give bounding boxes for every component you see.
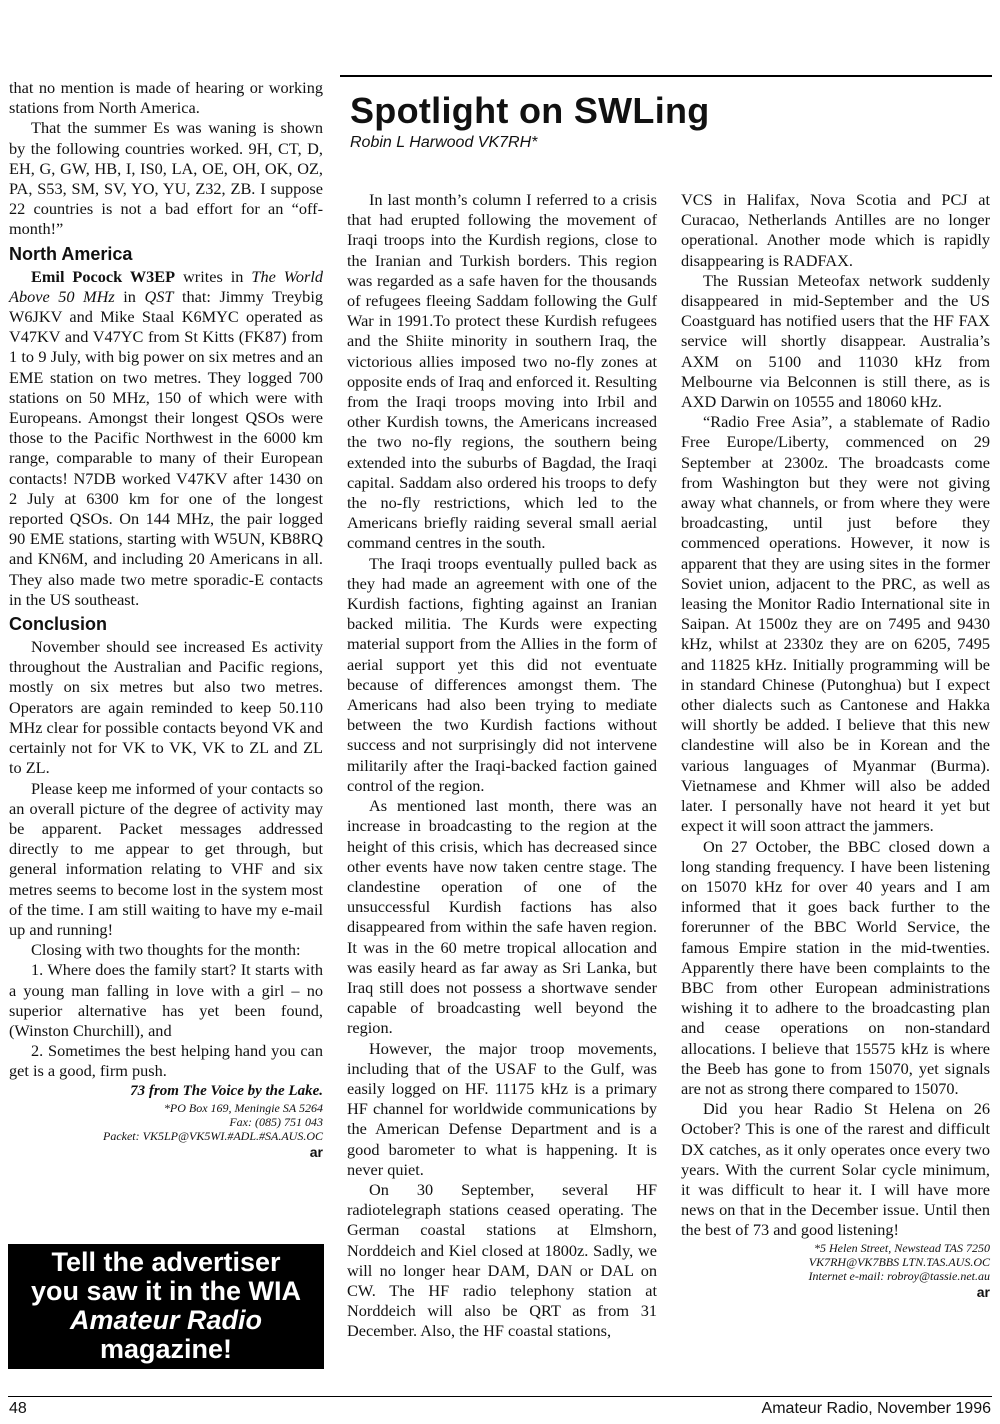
page-number: 48 — [9, 1400, 27, 1417]
publication-title: QST — [144, 286, 174, 306]
author-address: *5 Helen Street, Newstead TAS 7250 — [814, 1240, 990, 1255]
paragraph-thought-1: 1. Where does the family start? It starts with a young man falling in love with a girl – no superior alternative has yet been found, (Winston Churchill), and — [9, 960, 323, 1040]
author-address: *PO Box 169, Meningie SA 5264 — [163, 1100, 323, 1115]
paragraph-closing: Closing with two thoughts for the month: — [31, 940, 301, 960]
footer-divider — [8, 1396, 992, 1397]
publication-title: The World Above 50 MHz — [9, 266, 323, 306]
paragraph: VCS in Halifax, Nova Scotia and PCJ at Curacao, Netherlands Antilles are no longer operational. Another mode which is rapidly disappearing is RADFAX. — [681, 190, 990, 270]
ad-line: magazine! — [99, 1334, 233, 1364]
ad-line: you saw it in the WIA — [30, 1276, 301, 1306]
advertiser-notice-box — [8, 1244, 324, 1369]
paragraph: “Radio Free Asia”, a stablemate of Radio Free Europe/Liberty, commenced on 29 September at 2300z. The broadcasts come from Washington but they were not giving away what channels, or from where they were broadcasting, until just before they commenced operations. However, it now is apparent that they are using sites in the former Soviet union, adjacent to the PRC, as well as leasing the Monitor Radio International site in Saipan. At 1500z they are on 7495 and 9430 kHz, whilst at 2330z they are on 6205, 7495 and 11825 kHz. Initially programming will be in standard Chinese (Putonghua) but I expect other dialects such as Cantonese and Hakka will shortly be added. I believe that this new clandestine will also be in Korean and the various languages of Myanmar (Burma). Vietnamese and Khmer will also be added later. I personally have not heard it yet but expect it will soon attract the jammers. — [681, 412, 990, 836]
paragraph: The Iraqi troops eventually pulled back as they had made an agreement with one of the Kurdish factions, fighting against an Iranian backed militia. The Kurds were expecting material support from the Allies in the form of aerial support yet this did not eventuate because of differences amongst them. The Americans had also been trying to mediate between the two Kurdish factions without success and not surprisingly did not intervene militarily after the Iraqi-backed faction gained control of the region. — [347, 553, 657, 795]
author-internet-email: Internet e-mail: robroy@tassie.net.au — [808, 1268, 990, 1283]
paragraph-conclusion-2: Please keep me informed of your contacts so an overall picture of the degree of activity may be apparent. Packet messages addressed directly to me appear to get through, but general information relating to VHF and six metres seems to become lost in the system most of the time. I am still waiting to have my e-mail up and running! — [9, 778, 323, 939]
author-name: Emil Pocock W3EP — [31, 266, 176, 286]
middle-column — [347, 190, 657, 1342]
paragraph: However, the major troop movements, including that of the USAF to the Gulf, was easily logged on HF. 11175 kHz is a primary HF channel for worldwide communications by the American Defense Department and is a good barometer to what is happening. It is never quiet. — [347, 1038, 657, 1179]
end-mark: ar — [976, 1283, 990, 1300]
paragraph: Did you hear Radio St Helena on 26 October? This is one of the rarest and difficult DX catches, as it only operates once every two years. With the current Solar cycle minimum, it was difficult to hear it. I will have more news on that in the December issue. Until then the best of 73 and good listening! — [681, 1099, 990, 1240]
right-column — [681, 190, 990, 1301]
paragraph-conclusion-1: November should see increased Es activity throughout the Australian and Pacific regions, mostly on six metres but also two metres. Operators are again reminded to keep 50.110 MHz clear for possible contacts beyond VK and certainly not for VK to VK, VK to ZL and ZL to ZL. — [9, 637, 323, 778]
paragraph: The Russian Meteofax network suddenly disappeared in mid-September and the US Coastguard has notified users that the HF FAX service will shortly disappear. Australia’s AXM on 5100 and 11030 kHz from Melbourne via Belconnen is still there, as is AXD Darwin on 10555 and 18060 kHz. — [681, 270, 990, 412]
paragraph-thought-2: 2. Sometimes the best helping hand you can get is a good, firm push. — [9, 1041, 323, 1081]
ad-line: Tell the advertiser — [51, 1247, 281, 1277]
article-header — [340, 75, 992, 153]
paragraph-summer-es: That the summer Es was waning is shown by the following countries worked. 9H, CT, D, EH, G, GW, HB, I, IS0, LA, OE, OH, OK, OZ, PA, S53, SM, SV, YO, YU, Z32, ZB. I suppose 22 countries is not a bad effort for an “off-month!” — [9, 118, 323, 239]
paragraph-north-america: Emil Pocock W3EP writes in The World Above 50 MHz in QST that: Jimmy Treybig W6JKV and Mike Staal K6MYC operated as V47KV and V47YC from St Kitts (FK87) from 1 to 9 July, with big power on six metres and an EME station on two metres. They logged 700 stations on 50 MHz, 150 of which were with Europeans. Amongst their longest QSOs were those to the Pacific Northwest in the 6000 km range, comparable to many of their European contacts! N7DB worked V47KV after 1430 on 2 July at 6300 km for one of the longest reported QSOs. On 144 MHz, the pair logged 90 EME stations, starting with W5UN, KB8RQ and KN6M, and including 20 Americans in all. They also made two metre sporadic-E contacts in the US southeast. — [9, 266, 323, 609]
paragraph: On 30 September, several HF radiotelegraph stations ceased operating. The German coastal stations at Elmshorn, Norddeich and Kiel closed at 1800z. Sadly, we will no longer hear DAM, DAN or DAL on CW. The HF radio telephony station at Norddeich will also be QRT as from 31 December. Also, the HF coastal stations, — [347, 1179, 657, 1341]
sign-off: 73 from The Voice by the Lake. — [130, 1082, 323, 1099]
author-fax: Fax: (085) 751 043 — [229, 1114, 323, 1129]
author-packet: Packet: VK5LP@VK5WI.#ADL.#SA.AUS.OC — [102, 1128, 323, 1143]
end-mark: ar — [309, 1143, 323, 1160]
article-byline: Robin L Harwood VK7RH* — [350, 134, 538, 151]
heading-north-america: North America — [9, 243, 133, 264]
paragraph: In last month’s column I referred to a crisis that had erupted following the movement of Iraqi troops into the Kurdish regions, close to the Iranian and Turkish borders. This region was regarded as a safe haven for the thousands of refugees fleeing Saddam following the Gulf War in 1991.To protect these Kurdish refugees and the Shiite minority in southern Iraq, the victorious allies imposed two no-fly zones at opposite ends of Iraq and enforced it. Resulting from the Iraqi troops moving into Irbil and other Kurdish towns, the Americans increased the two no-fly regions, the southern being extended into the suburbs of Bagdad, the Iraqi capital. Saddam also ordered his troops to defy the no-fly restrictions, which led to the Americans briefly raiding several small aerial command centres in the south. — [347, 190, 657, 553]
article-title: Spotlight on SWLing — [350, 90, 710, 131]
left-column — [9, 78, 323, 1161]
paragraph: On 27 October, the BBC closed down a long standing frequency. I have been listening on 15070 kHz for over 40 years and I am informed that it goes back further to the forerunner of the BBC World Service, the famous Empire station in the mid-twenties. Apparently there have been complaints to the BBC from other European administrations wishing it to adhere to the broadcasting plan and cease operations on non-standard allocations. I believe that 15575 kHz is where the Beeb has gone to from 15070, yet signals are not as strong there compared to 15070. — [681, 836, 990, 1098]
heading-conclusion: Conclusion — [9, 614, 107, 635]
author-email: VK7RH@VK7BBS LTN.TAS.AUS.OC — [808, 1254, 990, 1269]
paragraph: As mentioned last month, there was an increase in broadcasting to the region at the height of this crisis, which has decreased since other events have now taken centre stage. The clandestine operation of one of the unsuccessful Kurdish factions has also disappeared from within the safe haven region. It was in the 60 metre tropical allocation and was easily heard as far away as Sri Lanka, but Iraq still does not possess a shortwave sender capable of broadcasting well beyond the region. — [347, 796, 657, 1038]
paragraph-intro: that no mention is made of hearing or working stations from North America. — [9, 78, 323, 118]
ad-line: Amateur Radio — [69, 1305, 263, 1335]
footer-publication: Amateur Radio, November 1996 — [761, 1400, 991, 1417]
